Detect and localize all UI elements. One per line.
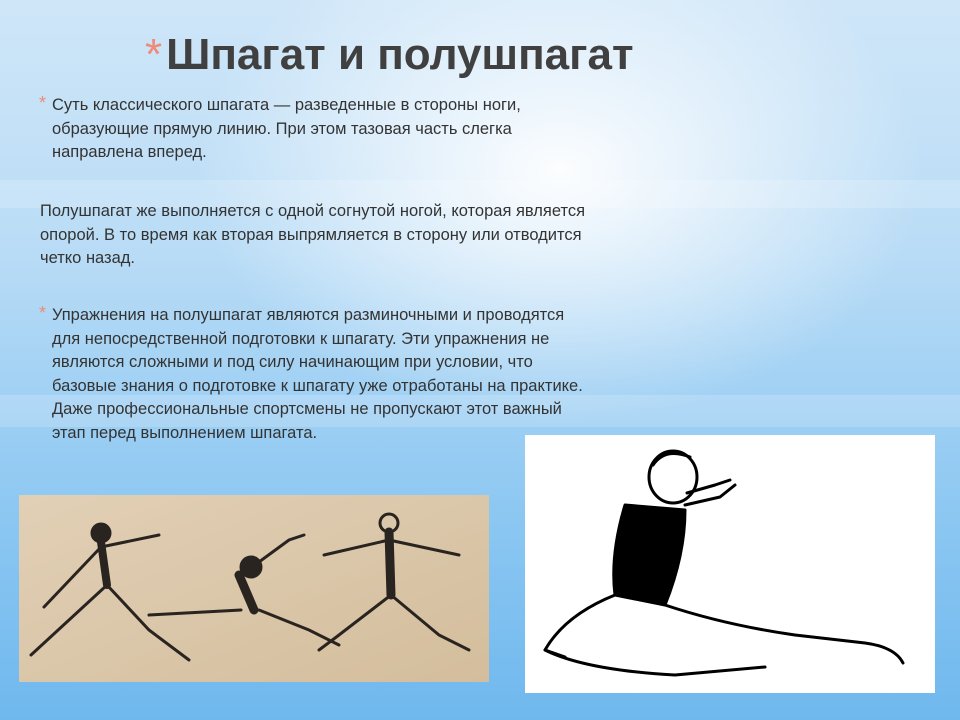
text-line: Упражнения на полушпагат являются разминочными и проводятся — [52, 306, 565, 324]
text-line: направлена вперед. — [52, 143, 207, 161]
text-line: опорой. В то время как вторая выпрямляется в сторону или отводится — [40, 225, 582, 244]
slide-title — [145, 30, 634, 80]
text-line: Даже профессиональные спортсмены не пропускают этот важный — [52, 400, 562, 418]
text-line: Полушпагат же выполняется с одной согнутой ногой, которая является — [40, 202, 586, 220]
paragraph-exercises — [39, 303, 692, 445]
title-bullet: * — [145, 30, 163, 79]
split-exercises-illustration — [19, 495, 489, 682]
text-line: этап перед выполнением шпагата. — [52, 423, 318, 442]
paragraph-half-split — [40, 200, 680, 271]
title-text: Шпагат и полушпагат — [166, 30, 634, 79]
paragraph-classic-split — [39, 93, 692, 165]
text-line: для непосредственной подготовки к шпагату. Эти упражнения не — [52, 329, 550, 348]
text-line: Суть классического шпагата — разведенные в стороны ноги, — [52, 96, 521, 114]
bullet-icon: * — [39, 303, 47, 323]
half-split-stretch-illustration — [525, 435, 935, 693]
text-line: четко назад. — [40, 249, 136, 267]
bullet-icon: * — [39, 93, 47, 113]
text-line: являются сложными и под силу начинающим при условии, что — [52, 353, 533, 371]
text-line: образующие прямую линию. При этом тазовая часть слегка — [52, 119, 512, 138]
text-line: базовые знания о подготовке к шпагату уже отработаны на практике. — [52, 376, 583, 395]
